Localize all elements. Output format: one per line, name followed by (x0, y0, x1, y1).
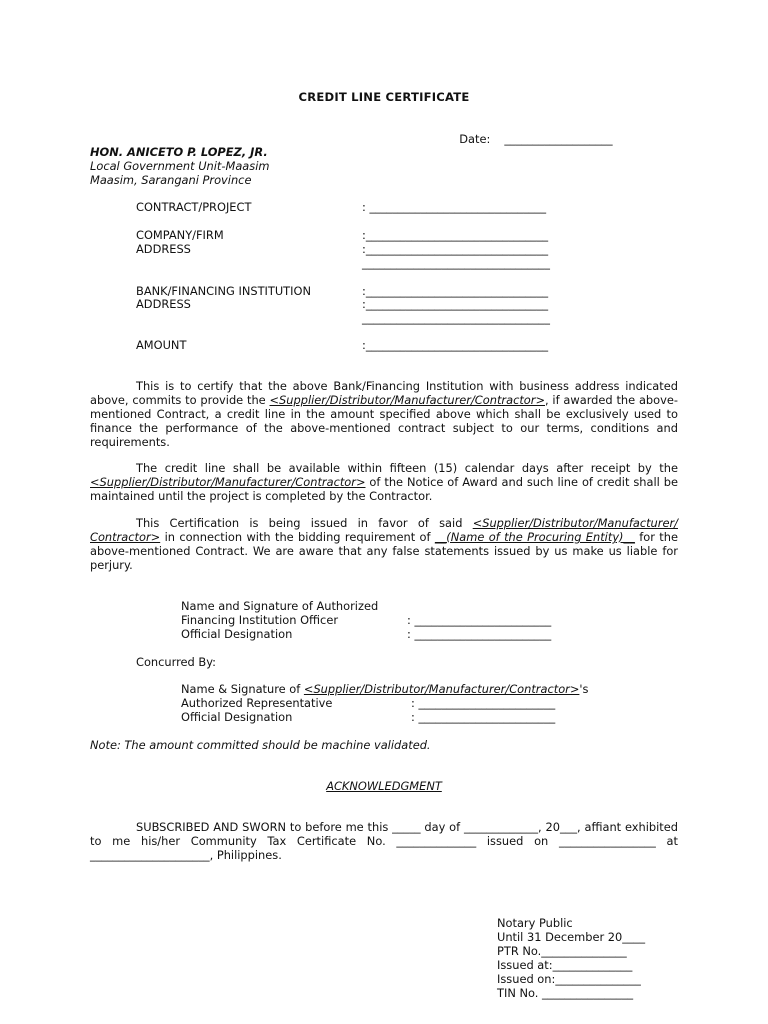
supplier-placeholder: <Supplier/Distributor/Manufacturer/Contractor> (269, 393, 545, 407)
amount-label: AMOUNT (136, 338, 187, 352)
date-field: ___________________ (504, 132, 613, 146)
paragraph-text: for the above-mentioned Contract. We are aware that any false statements issued by us make us liable for perjury. (90, 530, 678, 572)
machine-validation-note: Note: The amount committed should be machine validated. (90, 738, 431, 752)
notary-ptr: PTR No._______________ (497, 944, 627, 958)
representative-designation-label: Official Designation (181, 710, 293, 724)
representative-designation-field: : ________________________ (411, 710, 556, 724)
address-field-continued: _________________________________ (362, 256, 550, 270)
address-label: ADDRESS (136, 242, 191, 256)
bank-label: BANK/FINANCING INSTITUTION (136, 284, 311, 298)
bank-address-field-continued: _________________________________ (362, 311, 550, 325)
contract-label: CONTRACT/PROJECT (136, 200, 252, 214)
paragraph-text: SUBSCRIBED AND SWORN to before me this _____ day of _____________, 20___, affiant exhibited to me his/her Community Tax Certificate No. ______________ issued on _________________ at _____________________, Philippines. (90, 820, 678, 862)
amount-field: :________________________________ (362, 338, 549, 352)
paragraph-text: in connection with the bidding requirement of (160, 530, 435, 544)
acknowledgment-heading: ACKNOWLEDGMENT (326, 779, 442, 793)
paragraph-text: , if awarded the above-mentioned Contract, a credit line in the amount specified above which shall be exclusively used to finance the performance of the above-mentioned contract subject to our terms, conditions and requirements. (90, 393, 678, 449)
paragraph-text: The credit line shall be available within fifteen (15) calendar days after receipt by the (136, 461, 678, 475)
label-text: Name & Signature of (181, 682, 304, 696)
company-field: :________________________________ (362, 228, 549, 242)
officer-name-label: Name and Signature of Authorized (181, 599, 379, 613)
notary-commission: Until 31 December 20____ (497, 930, 646, 944)
notary-issued-on: Issued on:_______________ (497, 972, 641, 986)
supplier-placeholder: <Supplier/Distributor/Manufacturer/Contractor> (303, 682, 580, 696)
address-field: :________________________________ (362, 242, 549, 256)
paragraph-text: This Certification is being issued in favor of said (136, 516, 473, 530)
representative-signature-field: : ________________________ (411, 696, 556, 710)
certification-paragraph (90, 379, 678, 449)
bank-address-label: ADDRESS (136, 297, 191, 311)
bank-address-field: :________________________________ (362, 297, 549, 311)
credit-line-paragraph (90, 461, 678, 503)
supplier-placeholder: <Supplier/Distributor/Manufacturer/ Contractor> (90, 516, 678, 544)
representative-name-label (181, 682, 588, 696)
company-label: COMPANY/FIRM (136, 228, 224, 242)
addressee-block (90, 145, 269, 187)
notary-title: Notary Public (497, 916, 573, 930)
officer-designation-field: : ________________________ (407, 627, 552, 641)
document-title: CREDIT LINE CERTIFICATE (298, 90, 470, 104)
issuance-paragraph (90, 516, 678, 572)
bank-field: :________________________________ (362, 284, 549, 298)
notary-issued-at: Issued at:______________ (497, 958, 633, 972)
notary-tin: TIN No. ________________ (497, 986, 634, 1000)
date-row (452, 118, 613, 146)
contract-field: : _______________________________ (362, 200, 547, 214)
officer-designation-label: Official Designation (181, 627, 293, 641)
label-text: 's (579, 682, 589, 696)
officer-title-label: Financing Institution Officer (181, 613, 339, 627)
procuring-entity-placeholder: __(Name of the Procuring Entity)__ (434, 530, 635, 544)
date-label: Date: (459, 132, 491, 146)
acknowledgment-paragraph (90, 820, 678, 862)
addressee-name: HON. ANICETO P. LOPEZ, JR. (90, 145, 268, 159)
paragraph-text: This is to certify that the above Bank/Financing Institution with business address indicated above, commits to provide the (90, 379, 678, 407)
representative-title-label: Authorized Representative (181, 696, 333, 710)
paragraph-text: of the Notice of Award and such line of credit shall be maintained until the project is completed by the Contractor. (90, 475, 678, 503)
notary-block (497, 916, 645, 1000)
supplier-placeholder: <Supplier/Distributor/Manufacturer/Contractor> (90, 475, 366, 489)
officer-signature-field: : ________________________ (407, 613, 552, 627)
addressee-line2: Maasim, Sarangani Province (90, 173, 252, 187)
concurred-label: Concurred By: (136, 655, 216, 669)
addressee-line1: Local Government Unit-Maasim (90, 159, 270, 173)
